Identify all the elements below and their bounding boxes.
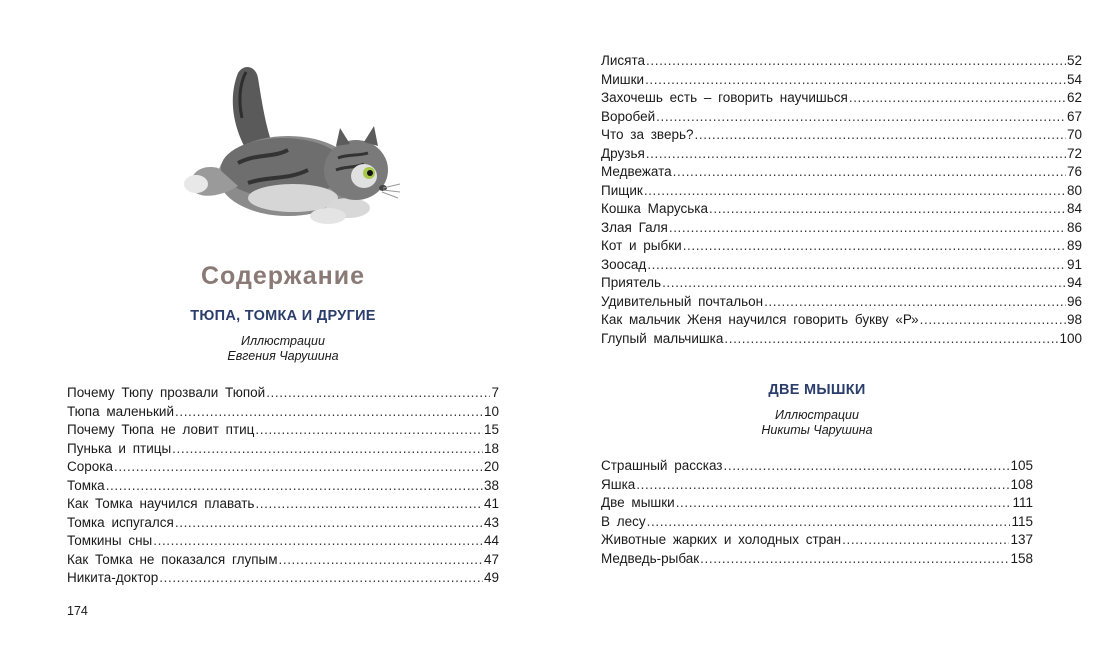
toc-entry-page: 67 xyxy=(1066,108,1082,124)
toc-list-right-bottom xyxy=(601,457,1033,568)
dot-leader xyxy=(764,293,1066,312)
dot-leader xyxy=(153,532,483,551)
dot-leader xyxy=(172,440,483,459)
toc-entry-title: Глупый мальчишка xyxy=(601,330,724,346)
toc-entry-page: 137 xyxy=(1010,532,1033,547)
toc-entry xyxy=(67,477,499,496)
toc-entry xyxy=(601,513,1033,532)
toc-entry xyxy=(601,219,1082,238)
dot-leader xyxy=(656,108,1066,127)
dot-leader xyxy=(673,163,1066,182)
toc-entry-title: Почему Тюпа не ловит птиц xyxy=(67,422,255,437)
toc-entry xyxy=(601,108,1082,127)
toc-entry-page: 72 xyxy=(1066,145,1082,161)
toc-entry-title: Друзья xyxy=(601,145,645,161)
toc-entry-title: Захочешь есть – говорить научишься xyxy=(601,90,848,105)
toc-entry-page: 62 xyxy=(1066,90,1082,105)
toc-entry-page: 158 xyxy=(1010,550,1033,566)
dot-leader xyxy=(645,71,1066,90)
toc-entry-title: Две мышки xyxy=(601,495,675,510)
toc-entry xyxy=(601,52,1082,71)
toc-entry xyxy=(601,256,1082,275)
toc-entry xyxy=(67,569,499,588)
toc-entry xyxy=(67,514,499,533)
toc-entry-page: 91 xyxy=(1066,256,1082,272)
toc-entry xyxy=(601,145,1082,164)
dot-leader xyxy=(114,458,483,477)
toc-list-left xyxy=(67,384,499,588)
dot-leader xyxy=(676,494,1012,513)
dot-leader xyxy=(646,145,1066,164)
toc-entry-page: 47 xyxy=(483,551,499,567)
toc-entry-page: 96 xyxy=(1066,293,1082,309)
toc-entry-page: 7 xyxy=(491,385,499,400)
toc-entry xyxy=(601,274,1082,293)
dot-leader xyxy=(255,495,483,514)
dot-leader xyxy=(724,330,1058,349)
toc-entry-title: Как мальчик Женя научился говорить букву «Р» xyxy=(601,312,919,327)
toc-entry xyxy=(67,384,499,403)
dot-leader xyxy=(709,200,1066,219)
toc-entry-title: Что за зверь? xyxy=(601,127,694,142)
dot-leader xyxy=(266,384,490,403)
toc-entry-page: 94 xyxy=(1066,275,1082,290)
toc-entry xyxy=(601,89,1082,108)
illustrations-credit-2 xyxy=(601,408,1033,438)
dot-leader xyxy=(106,477,483,496)
dot-leader xyxy=(842,531,1009,550)
dot-leader xyxy=(175,403,483,422)
toc-entry-page: 98 xyxy=(1066,312,1082,327)
toc-entry-page: 20 xyxy=(483,459,499,474)
dot-leader xyxy=(647,513,1011,532)
toc-entry-page: 100 xyxy=(1059,330,1082,346)
toc-entry xyxy=(601,311,1082,330)
toc-entry-title: Томка испугался xyxy=(67,514,174,530)
toc-entry-title: Лисята xyxy=(601,53,646,68)
toc-entry-page: 52 xyxy=(1066,53,1082,68)
dot-leader xyxy=(175,514,483,533)
toc-entry-title: Медведь-рыбак xyxy=(601,550,700,566)
dot-leader xyxy=(700,550,1009,569)
kitten-illustration xyxy=(178,58,403,238)
toc-entry xyxy=(601,293,1082,312)
toc-entry xyxy=(601,163,1082,182)
toc-entry-title: Томка xyxy=(67,477,105,493)
toc-entry-page: 105 xyxy=(1010,458,1033,473)
dot-leader xyxy=(695,126,1066,145)
dot-leader xyxy=(279,551,483,570)
toc-entry-page: 80 xyxy=(1066,182,1082,198)
toc-entry-title: Воробей xyxy=(601,108,656,124)
dot-leader xyxy=(662,274,1066,293)
toc-entry-page: 111 xyxy=(1012,495,1033,510)
dot-leader xyxy=(849,89,1066,108)
dot-leader xyxy=(255,421,483,440)
toc-entry-title: Томкины сны xyxy=(67,533,153,548)
toc-entry-title: Мишки xyxy=(601,71,645,87)
toc-entry-page: 76 xyxy=(1066,164,1082,179)
toc-entry xyxy=(601,200,1082,219)
right-page xyxy=(550,0,1100,663)
toc-entry-title: Кошка Маруська xyxy=(601,201,709,216)
toc-entry xyxy=(67,495,499,514)
toc-entry-title: Никита-доктор xyxy=(67,570,159,585)
toc-entry xyxy=(67,421,499,440)
toc-entry xyxy=(601,237,1082,256)
toc-entry-page: 10 xyxy=(483,403,499,419)
dot-leader xyxy=(159,569,483,588)
toc-entry-title: Как Томка не показался глупым xyxy=(67,551,278,567)
toc-entry xyxy=(67,551,499,570)
toc-entry-title: Почему Тюпу прозвали Тюпой xyxy=(67,385,266,400)
illustrator-name: Евгения Чарушина xyxy=(227,349,339,363)
illustrator-name: Никиты Чарушина xyxy=(761,423,873,437)
toc-entry-page: 18 xyxy=(483,440,499,456)
toc-entry-title: Яшка xyxy=(601,476,636,492)
toc-entry-page: 84 xyxy=(1066,201,1082,216)
dot-leader xyxy=(669,219,1066,238)
toc-entry-title: Как Томка научился плавать xyxy=(67,496,255,511)
toc-entry-page: 49 xyxy=(483,570,499,585)
toc-entry-title: Удивительный почтальон xyxy=(601,293,764,309)
toc-entry-page: 70 xyxy=(1066,127,1082,142)
dot-leader xyxy=(644,182,1066,201)
toc-entry xyxy=(601,457,1033,476)
toc-entry-title: Злая Галя xyxy=(601,219,668,235)
toc-entry-title: Сорока xyxy=(67,459,113,474)
toc-entry-page: 108 xyxy=(1010,476,1033,492)
dot-leader xyxy=(636,476,1009,495)
toc-entry-page: 41 xyxy=(483,496,499,511)
toc-entry-page: 86 xyxy=(1066,219,1082,235)
toc-entry xyxy=(601,71,1082,90)
illustrations-label: Иллюстрации xyxy=(241,334,325,348)
toc-entry-page: 89 xyxy=(1066,238,1082,253)
contents-title: Содержание xyxy=(200,262,366,290)
toc-entry-title: Пунька и птицы xyxy=(67,440,172,456)
toc-entry xyxy=(67,458,499,477)
toc-entry-page: 54 xyxy=(1066,71,1082,87)
toc-entry-title: Кот и рыбки xyxy=(601,238,682,253)
toc-entry xyxy=(67,403,499,422)
toc-entry xyxy=(601,126,1082,145)
toc-entry xyxy=(601,182,1082,201)
toc-entry xyxy=(67,532,499,551)
toc-entry-title: Пищик xyxy=(601,182,643,198)
toc-entry-title: Страшный рассказ xyxy=(601,458,723,473)
toc-entry-title: Животные жарких и холодных стран xyxy=(601,532,842,547)
toc-entry xyxy=(601,494,1033,513)
toc-entry-title: Зоосад xyxy=(601,256,647,272)
dot-leader xyxy=(683,237,1066,256)
toc-entry xyxy=(601,476,1033,495)
page-number: 174 xyxy=(67,604,88,618)
section-title-dve-myshki: ДВЕ МЫШКИ xyxy=(768,382,866,398)
toc-entry xyxy=(601,550,1033,569)
dot-leader xyxy=(724,457,1010,476)
toc-entry-page: 38 xyxy=(483,477,499,493)
toc-entry-title: Приятель xyxy=(601,275,662,290)
dot-leader xyxy=(647,256,1066,275)
toc-entry-page: 43 xyxy=(483,514,499,530)
dot-leader xyxy=(646,52,1066,71)
dot-leader xyxy=(920,311,1066,330)
toc-entry-page: 15 xyxy=(483,422,499,437)
toc-list-right-top xyxy=(601,52,1082,348)
illustrations-credit xyxy=(67,334,499,364)
toc-entry xyxy=(601,531,1033,550)
toc-entry xyxy=(601,330,1082,349)
toc-entry-title: В лесу xyxy=(601,513,646,529)
illustrations-label: Иллюстрации xyxy=(775,408,859,422)
toc-entry-title: Медвежата xyxy=(601,164,672,179)
toc-entry-page: 44 xyxy=(483,533,499,548)
toc-entry-page: 115 xyxy=(1011,513,1033,529)
section-title-tyupa: ТЮПА, ТОМКА И ДРУГИЕ xyxy=(190,308,376,324)
toc-entry-title: Тюпа маленький xyxy=(67,403,174,419)
toc-entry xyxy=(67,440,499,459)
